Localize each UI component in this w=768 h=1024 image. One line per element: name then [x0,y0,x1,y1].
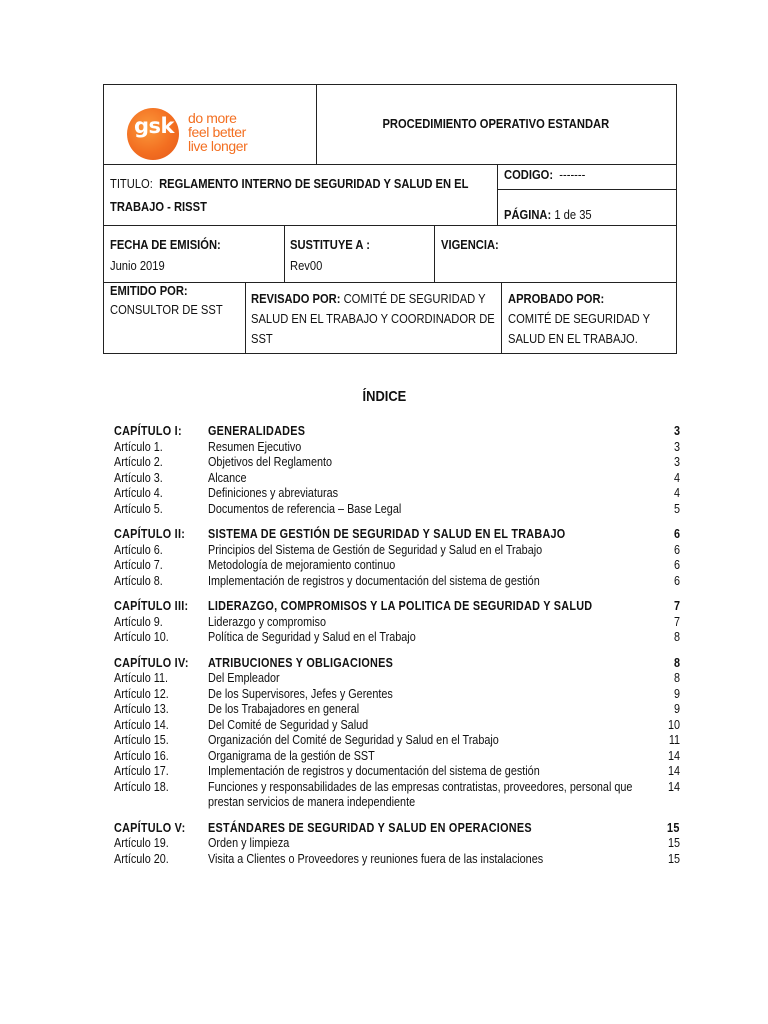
aprobado-cell [508,290,674,348]
chapter-label: CAPÍTULO II: [114,527,186,541]
article-title: Objetivos del Reglamento [208,455,333,469]
article-label: Artículo 5. [114,501,163,516]
article-page: 5 [673,501,680,516]
article-label: Artículo 8. [114,573,163,588]
pagina-cell [504,206,674,224]
divider [104,164,676,165]
article-title: Implementación de registros y documentación del sistema de gestión [208,764,540,778]
toc-article-row[interactable] [114,702,682,718]
toc-chapter-row[interactable] [114,527,682,543]
article-label: Artículo 16. [114,748,169,763]
toc-article-row[interactable] [114,718,682,734]
toc-chapter-row[interactable] [114,599,682,615]
toc-article-row[interactable] [114,471,682,487]
chapter-page: 8 [673,655,680,670]
article-title: De los Trabajadores en general [208,702,360,716]
toc-article-row[interactable] [114,574,682,590]
gsk-tagline [188,111,278,153]
article-page: 14 [667,779,680,794]
revisado-cell [251,290,499,348]
divider [497,189,676,190]
emitido-cell [110,282,242,319]
divider [104,225,676,226]
article-label: Artículo 19. [114,836,169,850]
chapter-label: CAPÍTULO V: [114,820,186,835]
chapter-page: 6 [673,527,680,541]
tagline-line: feel better [188,124,246,140]
article-title: Visita a Clientes o Proveedores y reuniones fuera de las instalaciones [208,851,544,866]
article-label: Artículo 1. [114,439,163,454]
toc-article-row[interactable] [114,733,682,749]
article-page: 3 [673,455,680,469]
article-title: Organigrama de la gestión de SST [208,748,375,763]
chapter-page: 7 [673,599,680,613]
gsk-logo-text: gsk [134,114,174,138]
aprobado-line1: COMITÉ DE SEGURIDAD Y [508,311,651,326]
article-page: 14 [667,764,680,778]
toc-chapter-row[interactable] [114,656,682,672]
vigencia-cell [441,236,671,254]
codigo-value: ------- [559,167,586,182]
article-title: Organización del Comité de Seguridad y Salud en el Trabajo [208,733,499,747]
aprobado-line2: SALUD EN EL TRABAJO. [508,331,638,346]
toc-article-row[interactable] [114,615,682,631]
article-page: 6 [673,558,680,572]
toc-article-row[interactable] [114,687,682,703]
toc-article-row[interactable] [114,749,682,765]
toc-article-row[interactable] [114,486,682,502]
article-label: Artículo 4. [114,486,163,500]
tagline-line: live longer [188,138,248,154]
article-label: Artículo 2. [114,455,163,469]
toc-article-row[interactable] [114,543,682,559]
pagina-label: PÁGINA: [504,207,552,222]
divider [245,282,246,353]
article-label: Artículo 7. [114,558,163,572]
toc-article-row[interactable] [114,502,682,518]
article-page: 6 [673,573,680,588]
article-page: 11 [668,733,680,747]
article-label: Artículo 17. [114,764,169,778]
divider [497,164,498,226]
pagina-value: 1 de 35 [554,207,592,222]
chapter-title: GENERALIDADES [208,424,306,438]
article-label: Artículo 12. [114,686,169,701]
revisado-label: REVISADO POR: [251,291,341,306]
article-label: Artículo 14. [114,717,169,732]
article-page: 8 [673,671,680,685]
article-label: Artículo 18. [114,779,169,794]
chapter-spacer [114,589,682,599]
article-title: Resumen Ejecutivo [208,439,302,454]
article-title: Metodología de mejoramiento continuo [208,558,396,572]
document-header-table [103,84,677,354]
codigo-label: CODIGO: [504,167,554,182]
article-page: 15 [667,851,680,866]
chapter-label: CAPÍTULO I: [114,424,182,438]
chapter-title: ESTÁNDARES DE SEGURIDAD Y SALUD EN OPERACIONES [208,820,532,835]
doc-type: PROCEDIMIENTO OPERATIVO ESTANDAR [382,116,610,131]
emitido-value: CONSULTOR DE SST [110,302,223,317]
article-label: Artículo 6. [114,542,163,557]
divider [434,225,435,283]
chapter-title: ATRIBUCIONES Y OBLIGACIONES [208,655,394,670]
sustituye-cell [290,236,430,275]
table-of-contents [114,424,682,877]
article-title: Orden y limpieza [208,836,290,850]
sustituye-value: Rev00 [290,258,323,273]
revisado-line1: COMITÉ DE SEGURIDAD Y [343,291,486,306]
divider [284,225,285,283]
titulo-cell [110,175,495,216]
chapter-spacer [114,517,682,527]
chapter-page: 3 [673,424,680,438]
revisado-line2: SALUD EN EL TRABAJO Y COORDINADOR DE [251,311,495,326]
article-label: Artículo 15. [114,733,169,747]
toc-article-row[interactable] [114,630,682,646]
article-title: De los Supervisores, Jefes y Gerentes [208,686,393,701]
article-page: 8 [673,630,680,644]
toc-chapter-row[interactable] [114,424,682,440]
chapter-spacer [114,867,682,877]
toc-article-row[interactable] [114,671,682,687]
fecha-value: Junio 2019 [110,258,165,273]
chapter-title: SISTEMA DE GESTIÓN DE SEGURIDAD Y SALUD EN EL TRABAJO [208,527,566,541]
aprobado-label: APROBADO POR: [508,291,605,306]
article-page: 14 [667,748,680,763]
article-label: Artículo 3. [114,470,163,485]
article-page: 7 [673,614,680,629]
titulo-line2: TRABAJO - RISST [110,199,207,214]
article-title: Liderazgo y compromiso [208,614,326,629]
titulo-label: TITULO: [110,176,153,191]
chapter-spacer [114,646,682,656]
toc-article-row[interactable] [114,455,682,471]
article-title: Del Empleador [208,671,280,685]
article-title: Del Comité de Seguridad y Salud [208,717,369,732]
titulo-line1: REGLAMENTO INTERNO DE SEGURIDAD Y SALUD EN EL [159,176,469,191]
emitido-label: EMITIDO POR: [110,283,188,298]
fecha-label: FECHA DE EMISIÓN: [110,237,221,252]
article-page: 10 [667,717,680,732]
vigencia-label: VIGENCIA: [441,237,499,252]
divider [501,282,502,353]
fecha-cell [110,236,280,275]
article-label: Artículo 13. [114,702,169,716]
article-label: Artículo 9. [114,614,163,629]
article-title: Definiciones y abreviaturas [208,486,339,500]
article-title: Documentos de referencia – Base Legal [208,501,402,516]
toc-article-row[interactable] [114,440,682,456]
index-title [0,388,768,405]
toc-article-row[interactable] [114,780,682,796]
chapter-page: 15 [667,820,680,835]
codigo-cell [504,166,674,184]
article-page: 6 [673,542,680,557]
article-label: Artículo 20. [114,851,169,866]
article-title: Principios del Sistema de Gestión de Seguridad y Salud en el Trabajo [208,542,543,557]
article-page: 4 [673,486,680,500]
tagline-line: do more [188,110,237,126]
toc-article-row[interactable] [114,558,682,574]
toc-chapter-row[interactable] [114,821,682,837]
chapter-label: CAPÍTULO IV: [114,655,189,670]
sustituye-label: SUSTITUYE A : [290,237,370,252]
article-title-continued: prestan servicios de manera independiente [208,795,416,809]
toc-article-row[interactable] [114,836,682,852]
article-page: 4 [673,470,680,485]
chapter-spacer [114,811,682,821]
article-label: Artículo 10. [114,630,169,644]
article-title: Política de Seguridad y Salud en el Trabajo [208,630,416,644]
article-page: 9 [673,686,680,701]
chapter-label: CAPÍTULO III: [114,599,189,613]
article-page: 3 [673,439,680,454]
toc-article-row-continued [114,795,682,811]
article-label: Artículo 11. [114,671,168,685]
article-title: Funciones y responsabilidades de las empresas contratistas, proveedores, personal que [208,779,633,794]
revisado-line3: SST [251,331,273,346]
toc-article-row[interactable] [114,852,682,868]
article-title: Alcance [208,470,247,485]
article-page: 9 [673,702,680,716]
article-page: 15 [667,836,680,850]
index-title-text: ÍNDICE [362,388,406,405]
doc-type-cell [316,115,676,133]
toc-article-row[interactable] [114,764,682,780]
chapter-title: LIDERAZGO, COMPROMISOS Y LA POLITICA DE SEGURIDAD Y SALUD [208,599,593,613]
article-title: Implementación de registros y documentación del sistema de gestión [208,573,540,588]
